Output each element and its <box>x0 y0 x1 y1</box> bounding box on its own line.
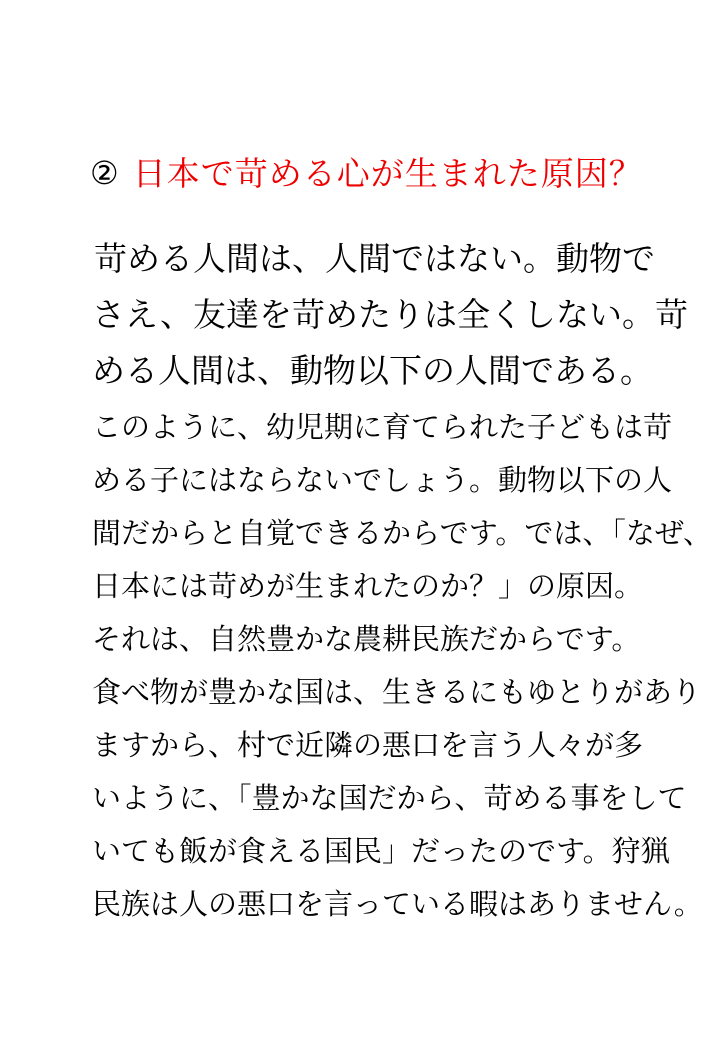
body-line-3: める人間は、動物以下の人間である。 <box>92 351 653 390</box>
body-line-1: 苛める人間は、人間ではない。動物で <box>94 239 655 278</box>
body-line-8: それは、自然豊かな農耕民族だからです。 <box>92 622 641 656</box>
body-line-11: いように、「豊かな国だから、苛める事をして <box>92 781 687 815</box>
body-line-7: 日本には苛めが生まれたのか？」の原因。 <box>92 569 644 603</box>
body-line-4: このように、幼児期に育てられた子どもは苛 <box>92 410 673 444</box>
body-line-2: さえ、友達を苛めたりは全くしない。苛 <box>92 295 688 334</box>
body-line-12: いても飯が食える国民」だったのです。狩猟 <box>92 834 670 868</box>
section-title: 日本で苛める心が生まれた原因？ <box>132 153 643 193</box>
section-heading <box>90 150 710 196</box>
body-line-13: 民族は人の悪口を言っている暇はありません。 <box>92 887 703 921</box>
body-line-9: 食べ物が豊かな国は、生きるにもゆとりがあり <box>92 675 702 709</box>
body-line-6: 間だからと自覚できるからです。では、「なぜ、 <box>92 516 713 550</box>
section-number: ② <box>90 154 119 192</box>
body-line-5: める子にはならないでしょう。動物以下の人 <box>92 463 673 497</box>
body-line-10: ますから、村で近隣の悪口を言う人々が多 <box>92 728 644 762</box>
